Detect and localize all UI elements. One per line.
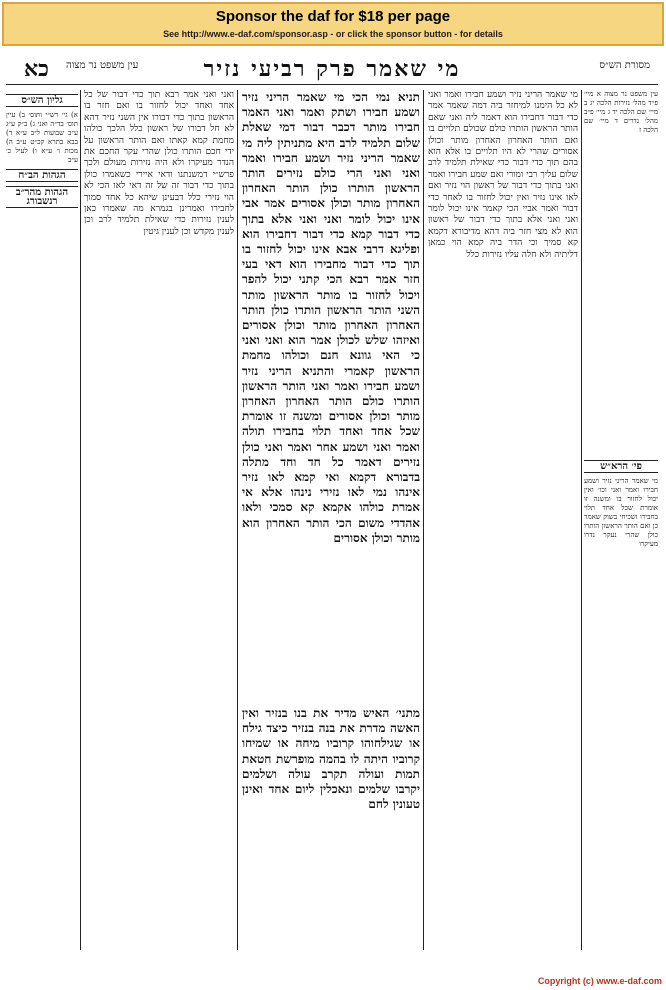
right-margin-notes: עין משפט נר מצוה א מיי׳ פ״ד מהל׳ נזירות הלכה יג ב מיי׳ שם הלכה יד ג מיי׳ פ״ב מהל׳ נדרים ד מיי׳ שם הלכה ז <box>584 90 658 134</box>
ein-mishpat-label: עין משפט נר מצוה <box>66 60 139 71</box>
column-rule <box>80 90 81 950</box>
copyright-link[interactable]: Copyright (c) www.e-daf.com <box>537 976 662 986</box>
folio-number: כא <box>24 56 49 82</box>
rosh-heading: פי׳ הרא״ש <box>584 460 658 473</box>
rashi-column <box>428 90 578 950</box>
rashi-text: מי שאמר הריני נזיר ושמע חבירו ואמר ואני לא כל הימנו למיחזר ביה דמה שאמר אמר כדי דבור דחבירו הוא דאמר ליה ואני שאם הותר הראשון הותרו כולם שכולם תלויים בו ואם הותר האחרון האחרון מותר וכולן אסורים שהרי לא היו תלויים בו אלא הוא בהם תוך כדי דבור כדי שאילת תלמיד לרב שלום עליך רבי ומורי ואם שמע חבירו ואמר ואני בתוך כדי דבור של ראשון הוי נזיר ואם לאו אינו נזיר ואין יכול לחזור בו לאחר כדי דבור ואמר אביי הכי קאמר אינו יכול לומר ואני ואני אלא בתוך כדי דבור של ראשון הוא לא מצי חזר ביה דהא מדיבורא דקמא קא סמיך וכי הדר ביה קמא הוי כמאן דליתיה ולא חלה עליו נזירות כלל <box>428 90 578 260</box>
column-rule <box>581 90 582 950</box>
tosafot-text: ואני ואני אמר רבא תוך כדי דבור של כל אחד ואחד יכול לחזור בו ואם חזר בו הראשון בתוך כדי דבורו אין השני נזיר דהא לא חל דבורו של ראשון כלל הלכך כולהו מחמת קמא קאתו ואם הותר הראשון על ידי חכם הותרו כולן שהרי עקר החכם את הנדר מעיקרו ולא היה נזירות מעולם ולכך פרש״י דמשנתנו ודאי איירי כשאמרו כולן בתוך כדי דבור זה של זה דאי לאו הכי לא הוי נזירי כלל דבעינן שיהא כל אחד סמוך לחבירו ואמרינן בגמרא מה שאמרו כאן לענין נזירות כדי שאילת תלמיד לרב וכן לענין מקדש וכן לענין גיטין <box>84 90 234 237</box>
left-margin-notes: א) גי׳ רש״י ותוס׳ ב) עיין תוס׳ בד״ה ואני ג) ב״ק ע״ג ע״ב שבועות ל״ב ע״א ד) בבא בתרא קכ״ט ע״ב ה) מכות ו׳ ע״א ו) לעיל כ׳ ע״ב <box>6 111 78 164</box>
page-header <box>6 56 658 82</box>
rosh-margin <box>584 456 658 936</box>
left-margin <box>6 90 78 950</box>
column-rule <box>423 90 424 950</box>
header-rule <box>6 84 658 85</box>
column-rule <box>237 90 238 950</box>
rosh-text: מי שאמר הריני נזיר ושמע חבירו ואמר ואני וכו׳ ואין יכול לחזור בו ומשנה זו אומרת שכל אחד תלוי בחבירו ושכיחי בשוק שאמר כן ואם הותר הראשון הותרו כולן שהרי נעקר נדרו מעיקרו <box>584 477 658 548</box>
gemara-text: תניא נמי הכי מי שאמר הריני נזיר ושמע חבירו ושתק ואמר ואני האמר חבירו מותר דכבר דבור דמי שאלת שלום תלמיד לרב היא מתניתין ליה מי שאמר הריני נזיר ושמע חבירו ואמר ואני ואני הרי כולם נזירים הותר הראשון הותרו כולן הותר האחרון האחרון מותר וכולן אסורים אמר אבי אינו יכול לומר ואני ואני אלא בתוך כדי דבור קמא כדי דבור דחבירו הוא ופליגא דרבי אבא אינו יכול לחזור בו תוך כדי דבור מחבירו הוא דאי בעי חזר אמר רבא הכי קתני יכול להפר ויכול לחזור בו מותר הראשון מותר השני הותר הראשון הותרו כולן הותר האחרון האחרון מותר וכולן אסורים ואיזהו שלש לכולן אמר הוא ואני ואני כי האי גוונא חנם וכולהו מחמת הראשון קאמרי והתניא הריני נזיר ושמע חבירו ואמר ואני הותר הראשון הותרו כולם הותר האחרון האחרון מותר וכולן אסורים ומשנה זו אומרת שכל אחד ואחד תלוי בחבירו תולה ואמר ואני ושמע אחר ואמר ואני כולן נזירים דאמר כל חד וחד מתלה בדבורא דקמא ואי קמא לאו נזיר אינהו נמי לאו נזירי נינהו אלא אי אמרת כולהו אקמא קא סמכי ולאו אהדדי משום הכי הותר האחרון הוא מותר וכולן אסורים <box>242 90 420 545</box>
masoret-hashas-label: מסורת הש״ס <box>599 60 650 71</box>
talmud-page <box>6 56 658 966</box>
hagahot-maharav-heading: הגהות מהר״ב רנשבורג <box>6 186 78 208</box>
mishnah-block <box>242 706 420 826</box>
tosafot-column <box>84 90 234 950</box>
gilyon-hashas-heading: גליון הש״ס <box>6 94 78 107</box>
chapter-title: מי שאמר פרק רביעי נזיר <box>203 56 461 82</box>
sponsor-title[interactable]: Sponsor the daf for $18 per page <box>215 8 451 25</box>
mishnah-text: מתני׳ האיש מדיר את בנו בנזיר ואין האשה מדרת את בנה בנזיר כיצד גילח או שגילחוהו קרוביו מיחה או שמיחו קרוביו היתה לו בהמה מופרשת חטאת תמות ועולה תקרב עולה ושלמים יקרבו שלמים ונאכלין ליום אחד ואינן טעונין לחם <box>242 706 420 812</box>
sponsor-subtitle[interactable]: See http://www.e-daf.com/sponsor.asp - or click the sponsor button - for details <box>163 29 503 39</box>
sponsor-banner[interactable] <box>2 2 664 46</box>
hagahot-habach-heading: הגהות הב״ח <box>6 169 78 182</box>
gemara-column <box>242 90 420 700</box>
